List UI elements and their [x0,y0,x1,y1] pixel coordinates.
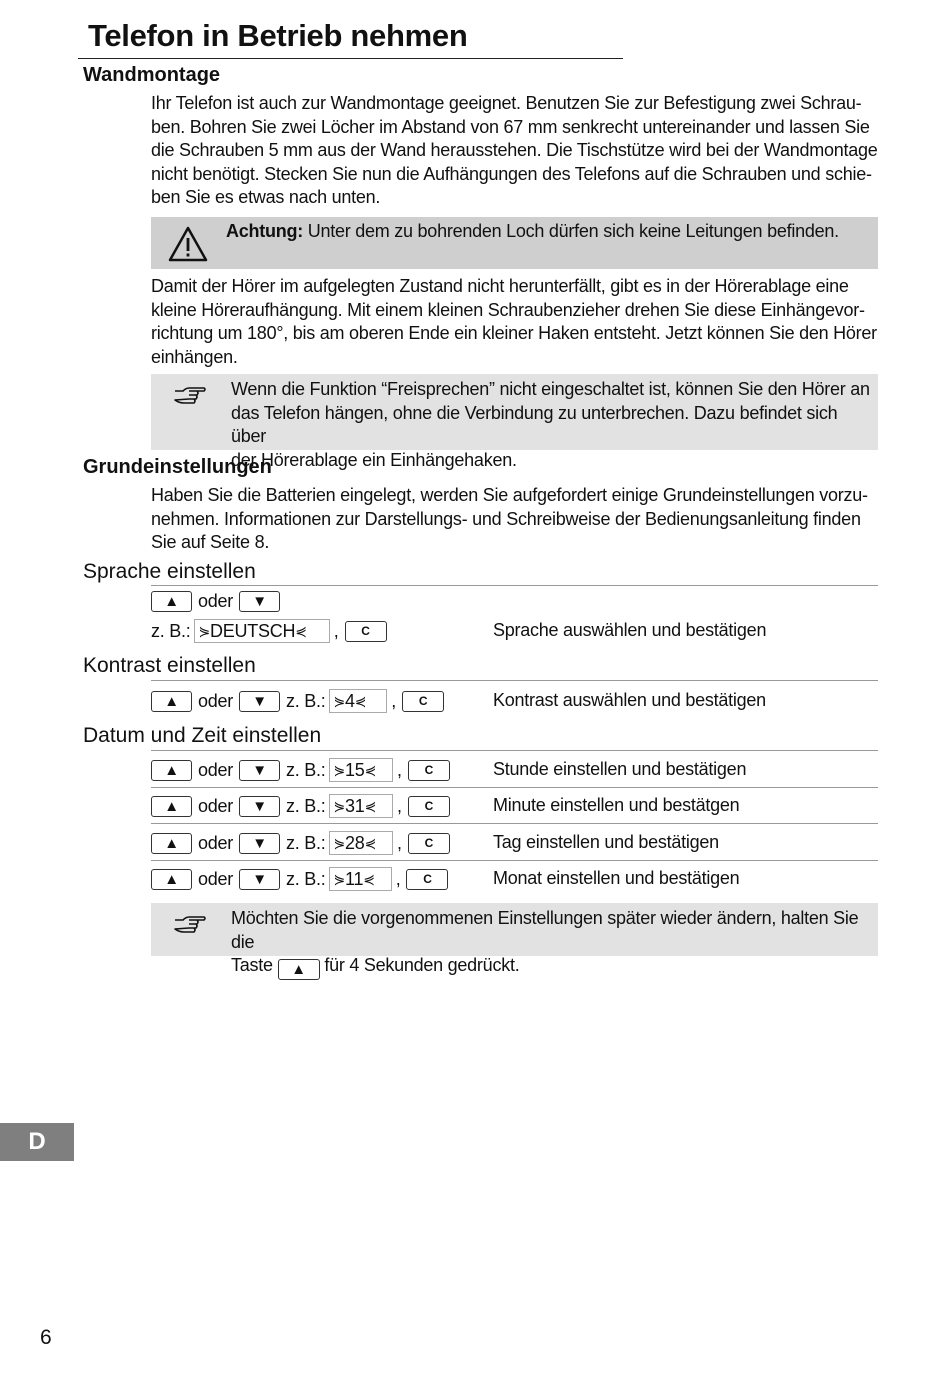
oder-label: oder [198,759,234,780]
comma: , [391,690,397,711]
display-arrow-left: ⋟ [333,761,346,778]
display-arrow-right: ⋞ [363,870,375,887]
zb-label: z. B.: [286,795,326,816]
display-arrow-right: ⋞ [295,622,307,639]
display-text: 15 [345,759,365,780]
display-text: 28 [345,832,365,853]
zb-label: z. B.: [286,690,326,711]
down-key: ▼ [239,796,280,817]
page-title: Telefon in Betrieb nehmen [88,18,468,53]
display-arrow-right: ⋞ [364,761,377,778]
subheading-kontrast: Kontrast einstellen [83,654,256,677]
warning-triangle-icon [168,225,208,263]
down-key: ▼ [239,833,280,854]
datum-row-tag [151,830,450,856]
display-value [194,619,330,643]
down-key: ▼ [239,591,280,612]
display-arrow-left: ⋟ [333,692,346,709]
zb-label: z. B.: [286,832,326,853]
text-line: das Telefon hängen, ohne die Verbindung zu unterbrechen. Dazu befindet sich über [231,402,838,446]
text-line: einhängen. [151,346,238,367]
language-tab: D [0,1123,74,1161]
up-key: ▲ [278,959,320,980]
c-key: C [408,760,450,781]
comma: , [397,759,402,780]
display-arrow-right: ⋞ [364,797,377,814]
zb-label: z. B.: [286,868,326,889]
zb-label: z. B.: [286,759,326,780]
text-line: ben Sie es etwas nach unten. [151,187,381,207]
text-line: nicht benötigt. Stecken Sie nun die Aufhängungen des Telefons auf die Schrauben und schie- [151,163,872,184]
display-text: DEUTSCH [210,620,296,641]
tag-description: Tag einstellen und bestätigen [493,832,719,852]
warning-box [151,217,878,269]
minute-description: Minute einstellen und bestätgen [493,795,740,815]
down-key: ▼ [239,760,280,781]
oder-label: oder [198,868,234,889]
sprache-example-row [151,618,387,644]
up-key: ▲ [151,869,192,890]
display-value [329,758,394,782]
section-heading-wandmontage: Wandmontage [83,64,221,86]
display-arrow-left: ⋟ [333,797,346,814]
text-line: der Hörerablage ein Einhängehaken. [231,449,517,470]
stunde-description: Stunde einstellen und bestätigen [493,759,747,779]
text-line: richtung um 180°, bis am oberen Ende ein kleiner Haken entsteht. Jetzt können Sie den Hörer [151,323,877,343]
kontrast-row [151,688,444,714]
oder-label: oder [198,690,234,711]
down-key: ▼ [239,691,280,712]
note-text [231,907,872,980]
title-underline [78,58,623,59]
display-arrow-right: ⋞ [364,834,377,851]
section-heading-grundeinstellungen: Grundeinstellungen [83,456,272,478]
subheading-datum: Datum und Zeit einstellen [83,724,322,747]
divider [151,860,878,861]
display-value [329,689,388,713]
datum-row-monat [151,866,448,892]
note-post: für 4 Sekunden gedrückt. [324,955,520,975]
text-line: kleine Höreraufhängung. Mit einem kleinen Schraubenzieher drehen Sie diese Einhängevor- [151,299,865,320]
text-line: ben. Bohren Sie zwei Löcher im Abstand von 67 mm senkrecht untereinander und lassen Sie [151,116,870,137]
note-box-freisprechen [151,374,878,470]
note-pre: Taste [231,955,273,975]
display-arrow-right: ⋞ [354,692,367,709]
comma: , [397,832,402,853]
up-key: ▲ [151,760,192,781]
oder-label: oder [198,590,234,611]
display-text: 4 [345,690,355,711]
text-line: die Schrauben 5 mm aus der Wand herausstehen. Die Tischstütze wird bei der Wandmontage [151,140,878,160]
display-text: 31 [345,795,365,816]
datum-row-stunde [151,757,450,783]
display-value [329,794,394,818]
text-line: Damit der Hörer im aufgelegten Zustand nicht herunterfällt, gibt es in der Hörerablage eine [151,276,849,296]
up-key: ▲ [151,591,192,612]
display-value [329,867,392,891]
up-key: ▲ [151,796,192,817]
note-text [231,378,872,472]
c-key: C [406,869,448,890]
text-line: Ihr Telefon ist auch zur Wandmontage geeignet. Benutzen Sie zur Befestigung zwei Schrau- [151,93,862,113]
comma: , [397,795,402,816]
c-key: C [408,796,450,817]
display-value [329,831,394,855]
monat-description: Monat einstellen und bestätigen [493,868,740,888]
text-line: Sie auf Seite 8. [151,532,270,552]
warning-label: Achtung: [226,221,303,241]
subheading-sprache: Sprache einstellen [83,560,256,583]
c-key: C [345,621,387,642]
page-number: 6 [40,1326,52,1349]
divider [151,680,878,681]
c-key: C [408,833,450,854]
pointing-hand-icon [173,911,207,937]
sprache-description: Sprache auswählen und bestätigen [493,620,767,640]
text-line: Möchten Sie die vorgenommenen Einstellungen später wieder ändern, halten Sie die [231,908,859,952]
display-text: 11 [345,868,364,889]
divider [151,823,878,824]
text-line: nehmen. Informationen zur Darstellungs- und Schreibweise der Bedienungsanleitung finden [151,508,861,529]
comma: , [395,868,401,889]
sprache-keys-row [151,588,280,614]
divider [151,787,878,788]
text-line-with-key [231,954,872,980]
down-key: ▼ [239,869,280,890]
display-arrow-left: ⋟ [333,870,346,887]
c-key: C [402,691,444,712]
display-arrow-left: ⋟ [198,622,210,639]
datum-row-minute [151,793,450,819]
zb-label: z. B.: [151,620,191,641]
text-line: Wenn die Funktion “Freisprechen” nicht eingeschaltet ist, können Sie den Hörer an [231,379,870,399]
up-key: ▲ [151,691,192,712]
up-key: ▲ [151,833,192,854]
divider [151,750,878,751]
pointing-hand-icon [173,382,207,408]
kontrast-description: Kontrast auswählen und bestätigen [493,690,766,710]
warning-message: Unter dem zu bohrenden Loch dürfen sich keine Leitungen befinden. [307,221,839,241]
divider [151,585,878,586]
note-box-einstellungen [151,903,878,978]
warning-text [226,220,872,244]
oder-label: oder [198,795,234,816]
display-arrow-left: ⋟ [333,834,346,851]
hoerer-paragraph [151,275,886,369]
grundeinstellungen-paragraph [151,484,886,555]
comma: , [333,620,339,641]
oder-label: oder [198,832,234,853]
text-line: Haben Sie die Batterien eingelegt, werden Sie aufgefordert einige Grundeinstellungen vorzu- [151,485,868,505]
wandmontage-paragraph [151,92,886,210]
